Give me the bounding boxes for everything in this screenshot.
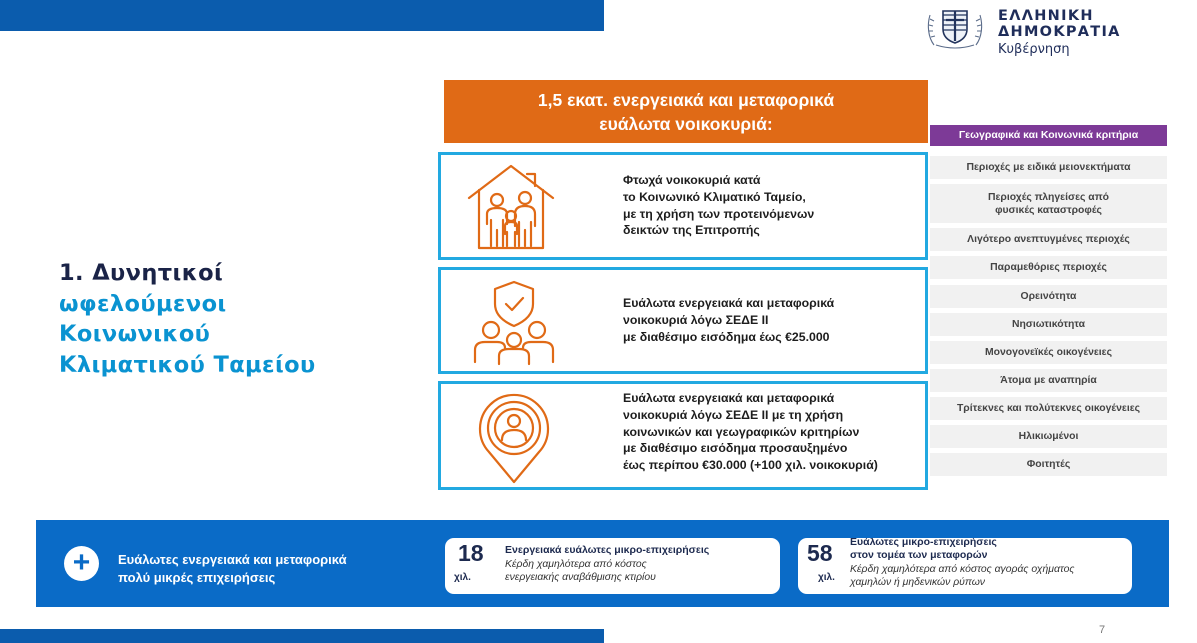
energy-micro-enterprises-stat (445, 538, 780, 594)
government-emblem-icon (924, 1, 986, 51)
government-subtitle: Κυβέρνηση (998, 42, 1070, 57)
criteria-item (930, 256, 1167, 279)
slide-title-line-3: Κοινωνικού (59, 321, 211, 347)
poor-households-card (438, 152, 928, 260)
stat-title-line: Ευάλωτες μικρο-επιχειρήσεις (850, 538, 997, 548)
income-30000-text (623, 390, 878, 474)
stat-number: 58 (807, 540, 833, 566)
top-accent-bar (0, 0, 604, 31)
income-25000-text (623, 295, 834, 345)
card-line: με διαθέσιμο εισόδημα έως €25.000 (623, 329, 830, 344)
card-line: νοικοκυριά λόγω ΣΕΔΕ ΙΙ (623, 312, 769, 327)
criteria-item (930, 453, 1167, 476)
poor-households-text (623, 172, 814, 239)
criteria-item (930, 425, 1167, 448)
criteria-item (930, 313, 1167, 336)
card-line: νοικοκυριά λόγω ΣΕΔΕ ΙΙ με τη χρήση (623, 407, 844, 422)
criteria-item (930, 156, 1167, 179)
criteria-item-label: Μονογονεϊκές οικογένειες (984, 347, 1113, 358)
card-line: κοινωνικών και γεωγραφικών κριτηρίων (623, 424, 860, 439)
income-25000-card (438, 267, 928, 374)
stat-description-line: ενεργειακής αναβάθμισης κτιρίου (505, 572, 656, 583)
stat-description (850, 563, 1074, 589)
criteria-item (930, 369, 1167, 392)
criteria-item-label: Τρίτεκνες και πολύτεκνες οικογένειες (956, 403, 1141, 414)
criteria-item-label: Άτομα με αναπηρία (1000, 375, 1097, 386)
card-line: έως περίπου €30.000 (+100 χιλ. νοικοκυριά) (623, 458, 878, 473)
location-person-icon (471, 390, 557, 491)
households-banner (444, 80, 928, 143)
criteria-item-label: Περιοχές πληγείσες από (988, 191, 1109, 203)
criteria-item (930, 184, 1167, 223)
stat-description-line: Κέρδη χαμηλότερα από κόστος αγοράς οχήματος (850, 564, 1075, 575)
page-number: 7 (1099, 624, 1106, 636)
slide-title-line-2: ωφελούμενοι (59, 290, 227, 317)
bottom-accent-bar (0, 629, 604, 643)
band-text-line: Ευάλωτες ενεργειακά και μεταφορικά (118, 552, 347, 567)
card-line: Ευάλωτα ενεργειακά και μεταφορικά (623, 296, 835, 310)
income-30000-card (438, 381, 928, 490)
slide-title (59, 258, 316, 380)
slide-title-line-1: 1. Δυνητικοί (59, 260, 224, 286)
plus-icon: + (64, 546, 99, 581)
stat-title: Ενεργειακά ευάλωτες μικρο-επιχειρήσεις (505, 544, 710, 556)
criteria-item (930, 228, 1167, 251)
criteria-item (930, 397, 1167, 420)
banner-line-2: ευάλωτα νοικοκυριά: (599, 114, 773, 134)
criteria-item-label: Λιγότερο ανεπτυγμένες περιοχές (967, 234, 1130, 245)
stat-title-line: στον τομέα των μεταφορών (850, 548, 988, 561)
criteria-item-label: φυσικές καταστροφές (995, 204, 1102, 216)
card-line: με τη χρήση των προτεινόμενων (623, 206, 815, 221)
micro-enterprises-text (118, 551, 347, 587)
stat-description (505, 558, 656, 584)
criteria-item-label: Παραμεθόριες περιοχές (990, 262, 1107, 273)
transport-micro-enterprises-stat (798, 538, 1132, 594)
criteria-item-label: Ηλικιωμένοι (1018, 431, 1079, 442)
criteria-item-label: Περιοχές με ειδικά μειονεκτήματα (966, 162, 1131, 173)
card-line: το Κοινωνικό Κλιματικό Ταμείο, (623, 189, 806, 204)
card-line: με διαθέσιμο εισόδημα προσαυξημένο (623, 441, 848, 456)
stat-number: 18 (458, 540, 484, 566)
family-house-icon (465, 160, 557, 257)
stat-description-line: χαμηλών ή μηδενικών ρύπων (850, 577, 985, 588)
criteria-item-label: Ορεινότητα (1020, 291, 1077, 302)
criteria-item (930, 341, 1167, 364)
government-title: ΕΛΛΗΝΙΚΗ ΔΗΜΟΚΡΑΤΙΑ (998, 8, 1121, 40)
card-line: δεικτών της Επιτροπής (623, 223, 760, 238)
shield-people-icon (469, 278, 559, 371)
stat-description-line: Κέρδη χαμηλότερα από κόστος (505, 559, 647, 570)
stat-unit: χιλ. (454, 572, 471, 583)
banner-line-1: 1,5 εκατ. ενεργειακά και μεταφορικά (537, 90, 835, 110)
criteria-item-label: Φοιτητές (1026, 459, 1071, 470)
slide-title-line-4: Κλιματικού Ταμείου (59, 351, 316, 378)
stat-unit: χιλ. (818, 572, 835, 583)
stat-title (850, 538, 997, 561)
criteria-item (930, 285, 1167, 308)
criteria-header: Γεωγραφικά και Κοινωνικά κριτήρια (930, 125, 1167, 146)
card-line: Φτωχά νοικοκυριά κατά (623, 173, 761, 187)
card-line: Ευάλωτα ενεργειακά και μεταφορικά (623, 391, 835, 405)
band-text-line: πολύ μικρές επιχειρήσεις (118, 570, 276, 585)
criteria-item-label: Νησιωτικότητα (1011, 319, 1086, 330)
